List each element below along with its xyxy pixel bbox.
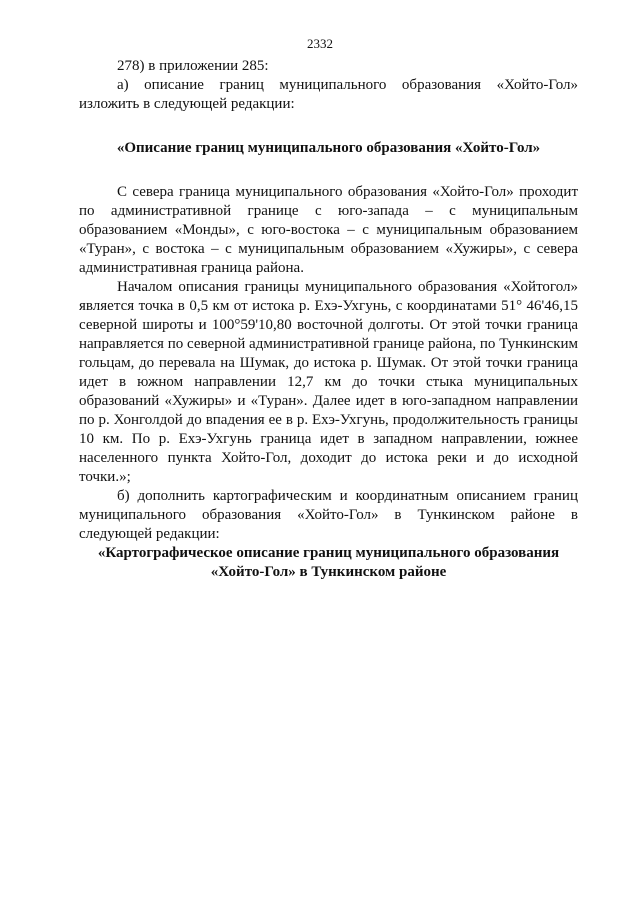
boundary-paragraph-2: Началом описания границы муниципального образования «Хойтогол» является точка в 0,5 км от истока р. Ехэ-Ухгунь, с координатами 51° 46'46,15 северной широты и 100°59'10,80 восточной долготы. От этой точки граница направляется по северной административной границе района, по Тункинским гольцам, до перевала на Шумак, до истока р. Шумак. От этой точки граница идет в южном направлении 12,7 км до точки стыка муниципальных образований «Хужиры» и «Туран». Далее идет в юго-западном направлении по р. Хонголдой до впадения ее в р. Ехэ-Ухгунь, продолжительность границы 10 км. По р. Ехэ-Ухгунь граница идет в западном направлении, южнее населенного пункта Хойто-Гол, доходит до истока реки и до исходной точки.»; [79,279,578,485]
item-a-paragraph: а) описание границ муниципального образования «Хойто-Гол» изложить в следующей редакции: [79,77,578,112]
page-number: 2332 [307,36,333,51]
amendment-intro: 278) в приложении 285: [117,58,269,74]
cartographic-title: «Картографическое описание границ муниципального образования «Хойто-Гол» в Тункинском районе [97,545,560,580]
item-b-paragraph: б) дополнить картографическим и координатным описанием границ муниципального образования «Хойто-Гол» в Тункинском районе в следующей редакции: [79,488,578,542]
boundary-paragraph-1: С севера граница муниципального образования «Хойто-Гол» проходит по административной границе с юго-запада – с муниципальным образованием «Монды», с юго-востока – с муниципальным образованием «Туран», с востока – с муниципальным образованием «Хужиры», с севера административная граница района. [79,184,578,276]
document-body [79,57,578,582]
section-title: «Описание границ муниципального образования «Хойто-Гол» [116,140,541,156]
